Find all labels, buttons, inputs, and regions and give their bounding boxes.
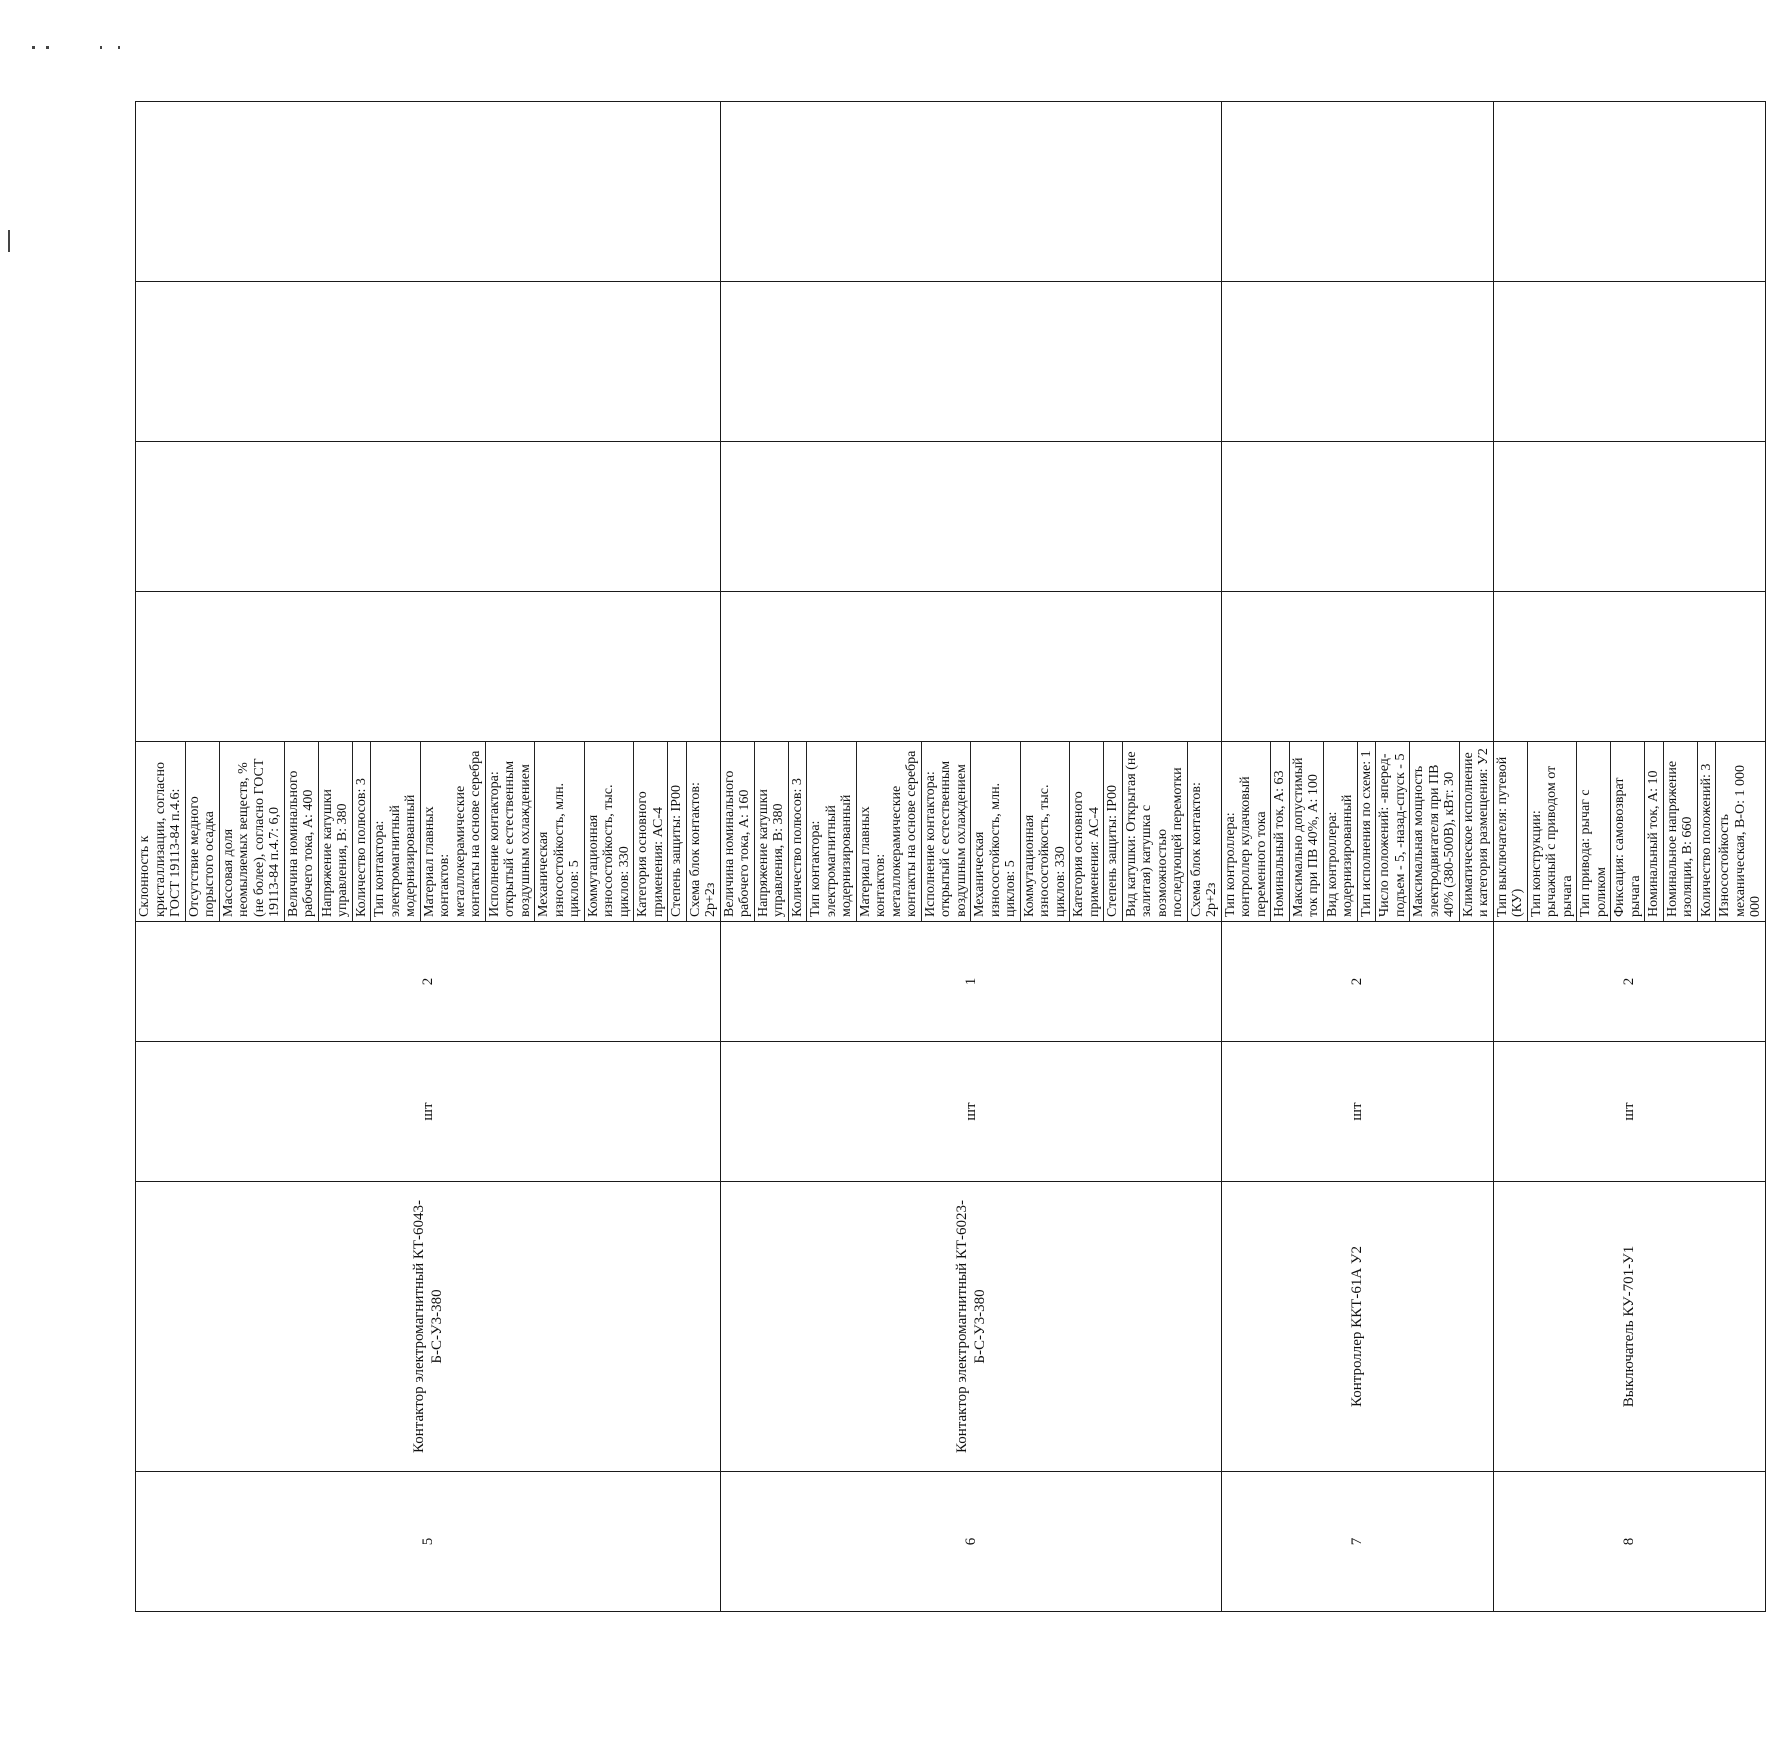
item-qty: 2 [1221,922,1493,1042]
empty-cell [1493,442,1765,592]
empty-cell [1493,592,1765,742]
row-number: 7 [1221,1472,1493,1612]
item-specs [136,742,721,922]
item-unit: шт [1493,1042,1765,1182]
spec-line: Номинальное напряжение изоляции, В: 660 [1664,742,1698,921]
spec-line: Максимальная мощность электродвигателя при ПВ 40% (380-500В), кВт: 30 [1410,742,1460,921]
row-number: 5 [136,1472,721,1612]
row-number: 6 [720,1472,1221,1612]
spec-line: Механическая износостойкость, млн. циклов: 5 [971,742,1021,921]
spec-line: Тип контроллера: контроллер кулачковый переменного тока [1222,742,1272,921]
spec-line: Массовая доля неомыляемых веществ, % (не более), согласно ГОСТ 19113-84 п.4.7: 6,0 [220,742,285,921]
item-name: Контроллер ККТ-61А У2 [1221,1182,1493,1472]
spec-line: Механическая износостойкость, млн. циклов: 5 [535,742,585,921]
spec-line: Отсутствие медного порыстого осадка [186,742,220,921]
empty-cell [1221,282,1493,442]
item-unit: шт [1221,1042,1493,1182]
spec-line: Материал главных контактов: металлокерамические контакты на основе серебра [857,742,922,921]
item-qty: 1 [720,922,1221,1042]
spec-line: Количество положений: 3 [1698,742,1717,921]
spec-line: Тип привода: рычаг с роликом [1577,742,1611,921]
item-unit: шт [720,1042,1221,1182]
spec-line: Тип конструкции: рычажный с приводом от рычага [1528,742,1578,921]
empty-cell [720,592,1221,742]
spec-line: Степень защиты: IP00 [1104,742,1123,921]
spec-line: Тип выключателя: путевой (КУ) [1494,742,1528,921]
spec-line: Максимально допустимый ток при ПВ 40%, А: 100 [1290,742,1324,921]
spec-line: Склонность к кристаллизации, согласно ГОСТ 19113-84 п.4.6: [136,742,186,921]
scan-mark [8,230,10,252]
spec-line: Категория основного применения: АС-4 [634,742,668,921]
empty-cell [720,282,1221,442]
empty-cell [1221,102,1493,282]
empty-cell [136,442,721,592]
spec-line: Вид контроллера: модернизированный [1324,742,1358,921]
spec-line: Схема блок контактов: 2р+2з [687,782,718,917]
specification-table [135,101,1766,1612]
item-name: Выключатель КУ-701-У1 [1493,1182,1765,1472]
row-number: 8 [1493,1472,1765,1612]
item-unit: шт [136,1042,721,1182]
spec-line: Исполнение контактора: открытый с естественным воздушным охлаждением [922,742,972,921]
item-qty: 2 [1493,922,1765,1042]
scan-mark [32,46,35,49]
empty-cell [1493,282,1765,442]
spec-line: Схема блок контактов: 2р+2з [1188,782,1219,917]
table-row [720,102,1221,1612]
spec-line: Категория основного применения: АС-4 [1070,742,1104,921]
item-qty: 2 [136,922,721,1042]
empty-cell [136,102,721,282]
spec-line: Тип контактора: электромагнитный модернизированный [371,742,421,921]
item-specs [1493,742,1765,922]
spec-line: Фиксация: самовозврат рычага [1611,742,1645,921]
spec-line: Напряжение катушки управления, В: 380 [755,742,789,921]
scan-mark [46,46,49,49]
spec-line: Количество полюсов: 3 [789,742,808,921]
empty-cell [1221,442,1493,592]
spec-line: Тип контактора: электромагнитный модернизированный [807,742,857,921]
item-specs [720,742,1221,922]
spec-line: Номинальный ток, А: 10 [1645,742,1664,921]
spec-line: Количество полюсов: 3 [353,742,372,921]
spec-line: Вид катушки: Открытая (не залитая) катушка с возможностью последующей перемотки [1123,742,1188,921]
spec-line: Коммутационная износостойкость, тыс. циклов: 330 [585,742,635,921]
spec-line: Климатическое исполнение и категория размещения: У2 [1460,748,1491,917]
rotated-table-container [135,102,1763,1612]
item-name: Контактор электромагнитный КТ-6043-Б-С-У3-380 [136,1182,721,1472]
spec-line: Коммутационная износостойкость, тыс. циклов: 330 [1021,742,1071,921]
scan-mark [118,46,120,49]
item-specs [1221,742,1493,922]
empty-cell [1221,592,1493,742]
spec-line: Число положений: -вперед-подъем - 5, -назад-спуск - 5 [1376,742,1410,921]
empty-cell [136,592,721,742]
empty-cell [720,102,1221,282]
spec-line: Номинальный ток, А: 63 [1271,742,1290,921]
spec-line: Напряжение катушки управления, В: 380 [319,742,353,921]
spec-line: Величина номинального рабочего тока, А: 160 [721,742,755,921]
scan-mark [100,46,102,49]
spec-line: Износостойкость механическая, В-О: 1 000 000 [1717,765,1763,917]
spec-line: Степень защиты: IP00 [668,742,687,921]
table-row [136,102,721,1612]
table-row [1493,102,1765,1612]
item-name: Контактор электромагнитный КТ-6023-Б-С-У3-380 [720,1182,1221,1472]
empty-cell [1493,102,1765,282]
empty-cell [136,282,721,442]
table-row [1221,102,1493,1612]
spec-line: Исполнение контактора: открытый с естественным воздушным охлаждением [486,742,536,921]
spec-line: Тип исполнения по схеме: 1 [1358,742,1377,921]
spec-line: Материал главных контактов: металлокерамические контакты на основе серебра [421,742,486,921]
spec-line: Величина номинального рабочего тока, А: 400 [285,742,319,921]
empty-cell [720,442,1221,592]
